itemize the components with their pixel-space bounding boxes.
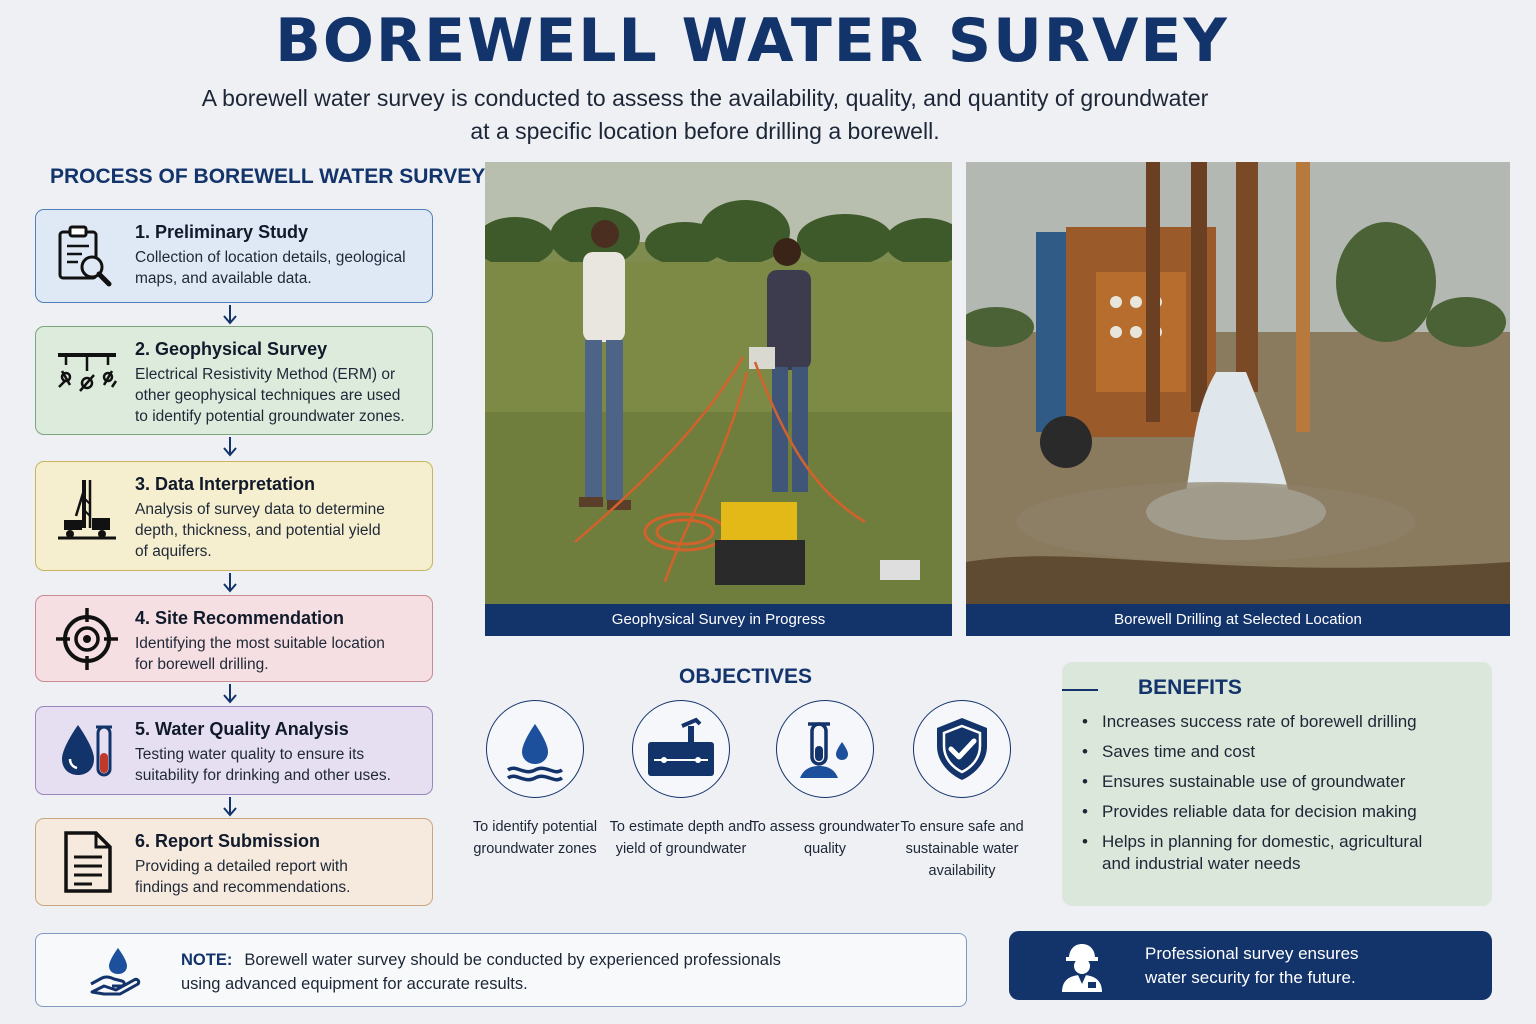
arrow-down-icon xyxy=(222,573,238,593)
step-desc-line: Testing water quality to ensure its xyxy=(135,746,365,763)
professional-line-2: water security for the future. xyxy=(1145,968,1356,987)
step-desc-line: to identify potential groundwater zones. xyxy=(135,408,405,425)
step-description xyxy=(135,364,420,427)
bullet-icon: • xyxy=(1082,832,1088,851)
process-step-5 xyxy=(35,706,433,795)
step-desc-line: suitability for drinking and other uses. xyxy=(135,767,391,784)
benefit-text: Provides reliable data for decision making xyxy=(1102,802,1417,821)
borewell-drilling-photo xyxy=(966,162,1510,604)
step-title: 1. Preliminary Study xyxy=(135,222,309,242)
subtitle-line-1: A borewell water survey is conducted to assess the availability, quality, and quantity of groundwater xyxy=(201,85,1209,111)
step-title: 6. Report Submission xyxy=(135,831,321,851)
objective-icon-circle xyxy=(632,700,730,798)
photo-caption-left: Geophysical Survey in Progress xyxy=(485,604,952,636)
process-step-6 xyxy=(35,818,433,906)
objective-2 xyxy=(606,700,756,860)
objectives-title: OBJECTIVES xyxy=(679,665,813,688)
shield-check-icon xyxy=(929,714,995,784)
process-step-1 xyxy=(35,209,433,303)
benefit-text: Saves time and cost xyxy=(1102,742,1256,761)
professional-banner xyxy=(1009,931,1492,1000)
water-test-tube-icon xyxy=(54,717,120,783)
step-desc-line: findings and recommendations. xyxy=(135,879,351,896)
photo-caption-right: Borewell Drilling at Selected Location xyxy=(966,604,1510,636)
objective-icon-circle xyxy=(776,700,874,798)
benefit-text: Helps in planning for domestic, agricultural xyxy=(1102,832,1423,851)
benefit-item xyxy=(1082,771,1482,793)
step-desc-line: for borewell drilling. xyxy=(135,656,269,673)
objective-4 xyxy=(887,700,1037,882)
bullet-icon: • xyxy=(1082,772,1088,791)
objective-label-line: sustainable water xyxy=(905,841,1019,857)
step-title: 3. Data Interpretation xyxy=(135,474,316,494)
benefit-text: and industrial water needs xyxy=(1102,854,1301,873)
bullet-icon: • xyxy=(1082,802,1088,821)
note-label: NOTE: xyxy=(181,951,233,969)
step-desc-line: depth, thickness, and potential yield xyxy=(135,522,381,539)
step-desc-line: of aquifers. xyxy=(135,543,212,560)
step-title: 4. Site Recommendation xyxy=(135,608,345,628)
bullet-icon: • xyxy=(1082,712,1088,731)
step-desc-line: Identifying the most suitable location xyxy=(135,635,385,652)
step-title: 2. Geophysical Survey xyxy=(135,339,328,359)
step-description xyxy=(135,499,420,562)
benefit-item xyxy=(1082,741,1482,763)
bullet-icon: • xyxy=(1082,742,1088,761)
professional-text xyxy=(1145,942,1445,990)
objective-label-line: To estimate depth and xyxy=(609,819,753,835)
objective-label-line: To ensure safe and xyxy=(900,819,1024,835)
step-desc-line: maps, and available data. xyxy=(135,270,312,287)
geophysical-survey-photo xyxy=(485,162,952,604)
note-text xyxy=(181,948,941,996)
target-icon xyxy=(54,606,120,672)
note-box xyxy=(35,933,967,1007)
report-document-icon xyxy=(54,829,120,895)
note-line-2: using advanced equipment for accurate results. xyxy=(181,975,528,993)
arrow-down-icon xyxy=(222,437,238,457)
survey-equipment-icon xyxy=(54,341,120,407)
benefits-title: BENEFITS xyxy=(1138,676,1242,699)
objective-icon-circle xyxy=(913,700,1011,798)
step-description xyxy=(135,856,420,898)
step-desc-line: Providing a detailed report with xyxy=(135,858,348,875)
step-desc-line: other geophysical techniques are used xyxy=(135,387,401,404)
page-subtitle xyxy=(150,82,1260,148)
hand-water-drop-icon xyxy=(88,946,142,996)
process-step-2 xyxy=(35,326,433,435)
step-desc-line: Analysis of survey data to determine xyxy=(135,501,385,518)
benefit-text: Increases success rate of borewell drilling xyxy=(1102,712,1417,731)
process-step-3 xyxy=(35,461,433,571)
subtitle-line-2: at a specific location before drilling a borewell. xyxy=(470,118,940,144)
benefit-item xyxy=(1082,801,1482,823)
clipboard-search-icon xyxy=(54,224,120,290)
objective-icon-circle xyxy=(486,700,584,798)
pipe-depth-icon xyxy=(644,714,718,784)
step-title: 5. Water Quality Analysis xyxy=(135,719,349,739)
drilling-rig-icon xyxy=(54,476,120,542)
step-description xyxy=(135,247,420,289)
objective-label-line: To identify potential xyxy=(472,819,598,835)
benefits-list xyxy=(1082,711,1482,883)
objective-label-line: groundwater zones xyxy=(473,841,597,857)
benefits-panel xyxy=(1062,662,1492,906)
benefit-item xyxy=(1082,831,1482,875)
benefits-title-rule xyxy=(1062,689,1098,691)
arrow-down-icon xyxy=(222,797,238,817)
objective-3 xyxy=(750,700,900,860)
objective-label-line: quality xyxy=(804,841,846,857)
engineer-icon xyxy=(1056,940,1108,992)
water-drop-waves-icon xyxy=(500,714,570,784)
process-step-4 xyxy=(35,595,433,682)
objective-label-line: yield of groundwater xyxy=(615,841,747,857)
objective-1 xyxy=(460,700,610,860)
arrow-down-icon xyxy=(222,305,238,325)
arrow-down-icon xyxy=(222,684,238,704)
step-description xyxy=(135,633,420,675)
benefit-item xyxy=(1082,711,1482,733)
test-tube-drop-icon xyxy=(790,714,860,784)
page-title: BOREWELL WATER SURVEY xyxy=(275,6,1229,76)
process-title: PROCESS OF BOREWELL WATER SURVEY xyxy=(50,165,486,188)
objective-label-line: availability xyxy=(928,863,996,879)
step-desc-line: Electrical Resistivity Method (ERM) or xyxy=(135,366,396,383)
benefit-text: Ensures sustainable use of groundwater xyxy=(1102,772,1406,791)
step-desc-line: Collection of location details, geological xyxy=(135,249,406,266)
professional-line-1: Professional survey ensures xyxy=(1145,944,1359,963)
step-description xyxy=(135,744,420,786)
objective-label-line: To assess groundwater xyxy=(750,819,900,835)
note-line-1: Borewell water survey should be conducted by experienced professionals xyxy=(244,951,781,969)
